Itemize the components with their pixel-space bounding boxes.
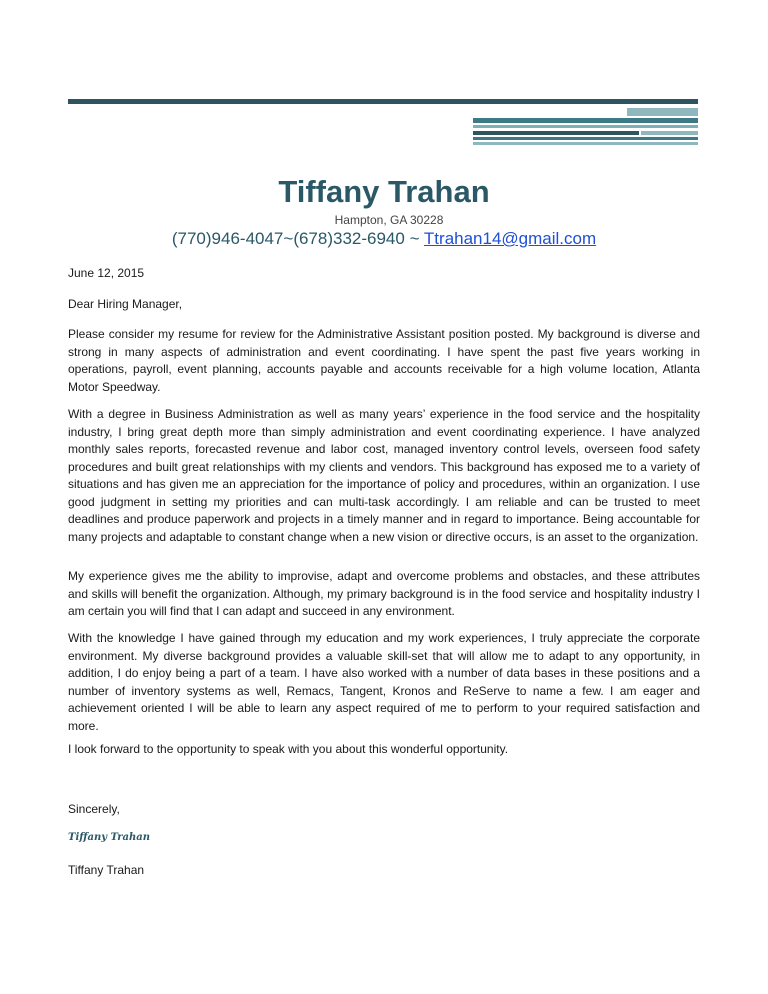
header-rule-accent-6 xyxy=(473,137,698,140)
paragraph-2: With a degree in Business Administration as well as many years’ experience in the food service and the hospitality industry, I bring great depth more than simply administration and event coordinating experience. I have analyzed monthly sales reports, forecasted revenue and labor cost, managed inventory control levels, overseen food safety procedures and built great relationships with my clients and vendors. This background has exposed me to a variety of situations and has given me an appreciation for the importance of policy and procedures, within an organization. I use good judgment in setting my priorities and can multi-task accordingly. I am reliable and can be trusted to meet deadlines and produce paperwork and projects in a timely manner and in regard to importance. Being accountable for many projects and adaptable to constant change when a new vision or directive occurs, is an asset to the organization. xyxy=(68,407,700,544)
header-rule-accent-5 xyxy=(641,131,698,135)
applicant-address: Hampton, GA 30228 xyxy=(334,213,444,227)
header-rule-accent-7 xyxy=(473,142,698,145)
email-link[interactable]: Ttrahan14@gmail.com xyxy=(423,229,597,248)
typed-name: Tiffany Trahan xyxy=(68,863,145,877)
paragraph-3: My experience gives me the ability to improvise, adapt and overcome problems and obstacles, and these attributes and skills will benefit the organization. Although, my primary background is in the food service and hospitality industry I am certain you will find that I can adapt and succeed in any environment. xyxy=(68,569,700,618)
phone-numbers: (770)946-4047~(678)332-6940 ~ xyxy=(171,229,424,248)
header-rule-accent-2 xyxy=(473,118,698,123)
header-rule-accent-1 xyxy=(627,108,698,116)
header-rule-accent-3 xyxy=(473,125,698,128)
header-rule-main xyxy=(68,99,698,104)
closing: Sincerely, xyxy=(68,802,120,816)
header-rule-accent-4 xyxy=(473,131,639,135)
paragraph-5: I look forward to the opportunity to speak with you about this wonderful opportunity. xyxy=(68,742,509,756)
paragraph-1: Please consider my resume for review for the Administrative Assistant position posted. My background is diverse and strong in many aspects of administration and event coordinating. I have spent the past five years working in operations, payroll, event planning, accounts payable and accounts receivable for a high volume location, Atlanta Motor Speedway. xyxy=(68,327,700,394)
salutation: Dear Hiring Manager, xyxy=(68,297,183,311)
signature: Tiffany Trahan xyxy=(68,832,151,843)
applicant-name: Tiffany Trahan xyxy=(278,174,490,209)
paragraph-4: With the knowledge I have gained through my education and my work experiences, I truly appreciate the corporate environment. My diverse background provides a valuable skill-set that will allow me to adapt to any opportunity, in addition, I do enjoy being a part of a team. I have also worked with a number of data bases in these positions and a number of inventory systems as well, Remacs, Tangent, Kronos and ReServe to name a few. I am eager and achievement oriented I will be able to learn any aspect required of me to perform to your required satisfaction and more. xyxy=(68,631,700,733)
letter-date: June 12, 2015 xyxy=(68,266,145,280)
contact-line xyxy=(0,228,768,250)
